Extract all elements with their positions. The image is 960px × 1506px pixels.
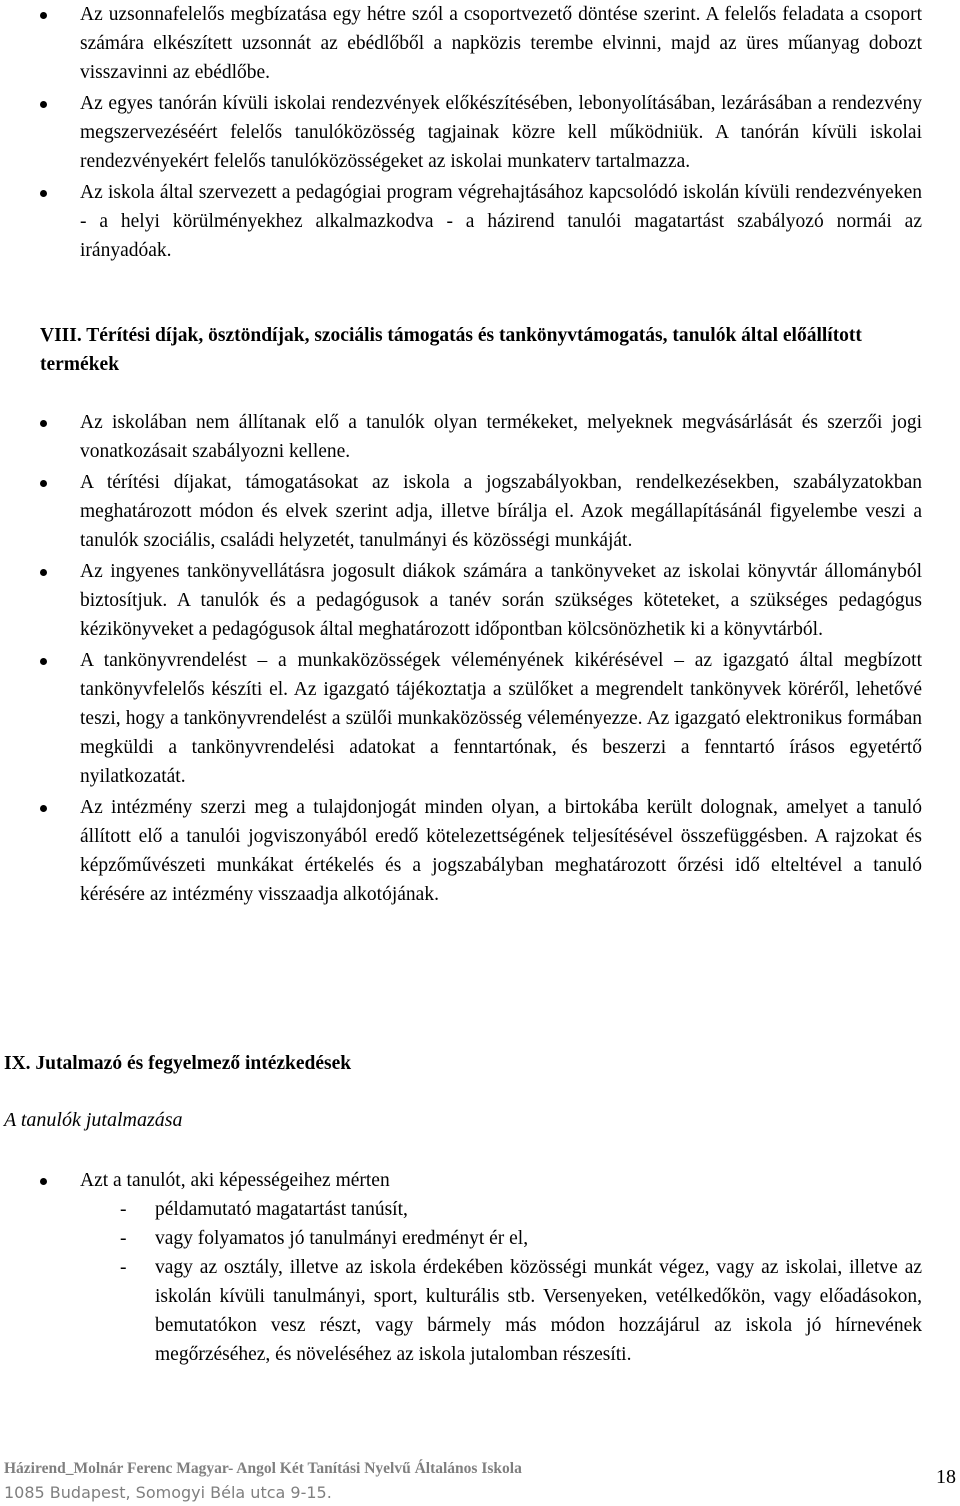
section9-number: IX.	[4, 1053, 31, 1074]
dash-item: - példamutató magatartást tanúsít,	[80, 1195, 960, 1224]
section8-title: Térítési díjak, ösztöndíjak, szociális támogatás és tankönyvtámogatás, tanulók által előállított termékek	[40, 325, 862, 375]
section9-subheading: A tanulók jutalmazása	[4, 1109, 183, 1131]
footer-address: 1085 Budapest, Somogyi Béla utca 9-15.	[4, 1483, 332, 1502]
section9-dash-list	[80, 1195, 960, 1369]
section9-heading	[4, 1049, 922, 1078]
section8-number: VIII.	[40, 325, 82, 346]
list-item: A tankönyvrendelést – a munkaközösségek véleményének kikérésével – az igazgató által megbízott tankönyvfelelős készíti el. Az igazgató tájékoztatja a szülőket a megrendelt tankönyvek köréről, lehetővé teszi, hogy a tankönyvrendelést a szülői munkaközösség véleményezze. Az igazgató elektronikus formában megküldi a tankönyvrendelési adatokat a fenntartónak, és beszerzi a fenntartó írásos egyetértő nyilatkozatát.	[0, 646, 960, 791]
list-item: Az uzsonnafelelős megbízatása egy hétre szól a csoportvezető döntése szerint. A felelős feladata a csoport számára elkészített uzsonnát az ebédlőből a napközis terembe elvinni, majd az üres műanyag dobozt visszavinni az ebédlőbe.	[0, 0, 960, 87]
section9-title: Jutalmazó és fegyelmező intézkedések	[35, 1053, 352, 1074]
list-item: Az iskola által szervezett a pedagógiai program végrehajtásához kapcsolódó iskolán kívüli rendezvényeken - a helyi körülményekhez alkalmazkodva - a házirend tanulói magatartást szabályozó normái az irányadóak.	[0, 178, 960, 265]
footer-title: Házirend_Molnár Ferenc Magyar- Angol Két Tanítási Nyelvű Általános Iskola	[4, 1460, 522, 1477]
section7-list	[0, 0, 960, 267]
dash-item: - vagy folyamatos jó tanulmányi eredményt ér el,	[80, 1224, 960, 1253]
list-item: Az intézmény szerzi meg a tulajdonjogát minden olyan, a birtokába került dolognak, amelyet a tanuló állított elő a tanulói jogviszonyából eredő kötelezettségének teljesítésével összefüggésben. A rajzokat és képzőművészeti munkákat értékelés és a jogszabályban meghatározott őrzési idő elteltével a tanuló kérésére az intézmény visszaadja alkotójának.	[0, 793, 960, 909]
dash-item: - vagy az osztály, illetve az iskola érdekében közösségi munkát végez, vagy az iskolai, illetve az iskolán kívüli tanulmányi, sport, kulturális stb. Versenyeken, vetélkedőkön, vagy előadásokon, bemutatókon vesz részt, vagy bármely más módon hozzájárul az iskola jó hírnevének megőrzéséhez, és növeléséhez az iskola jutalomban részesíti.	[80, 1253, 960, 1369]
section9-list	[0, 1166, 960, 1197]
list-item: Az ingyenes tankönyvellátásra jogosult diákok számára a tankönyveket az iskolai könyvtár állományból biztosítjuk. A tanulók és a pedagógusok a tanév során szükséges köteteket, a szükséges pedagógus kézikönyveket a pedagógusok által meghatározott időpontban kölcsönözhetik ki a könyvtárból.	[0, 557, 960, 644]
section8-heading	[40, 321, 922, 379]
list-item: Az egyes tanórán kívüli iskolai rendezvények előkészítésében, lebonyolításában, lezárásában a rendezvény megszervezéséért felelős tanulóközösség tagjainak közre kell működniük. A tanórán kívüli iskolai rendezvényekért felelős tanulóközösségeket az iskolai munkaterv tartalmazza.	[0, 89, 960, 176]
list-item: A térítési díjakat, támogatásokat az iskola a jogszabályokban, rendelkezésekben, szabályzatokban meghatározott módon és elvek szerint adja, illetve bírálja el. Azok megállapításánál figyelembe veszi a tanulók szociális, családi helyzetét, tanulmányi és közösségi munkáját.	[0, 468, 960, 555]
section8-list	[0, 408, 960, 911]
section9-intro: Azt a tanulót, aki képességeihez mérten	[80, 1170, 390, 1191]
list-item	[0, 1166, 960, 1195]
list-item: Az iskolában nem állítanak elő a tanulók olyan termékeket, melyeknek megvásárlását és szerzői jogi vonatkozásait szabályozni kellene.	[0, 408, 960, 466]
page-number: 18	[936, 1466, 956, 1488]
